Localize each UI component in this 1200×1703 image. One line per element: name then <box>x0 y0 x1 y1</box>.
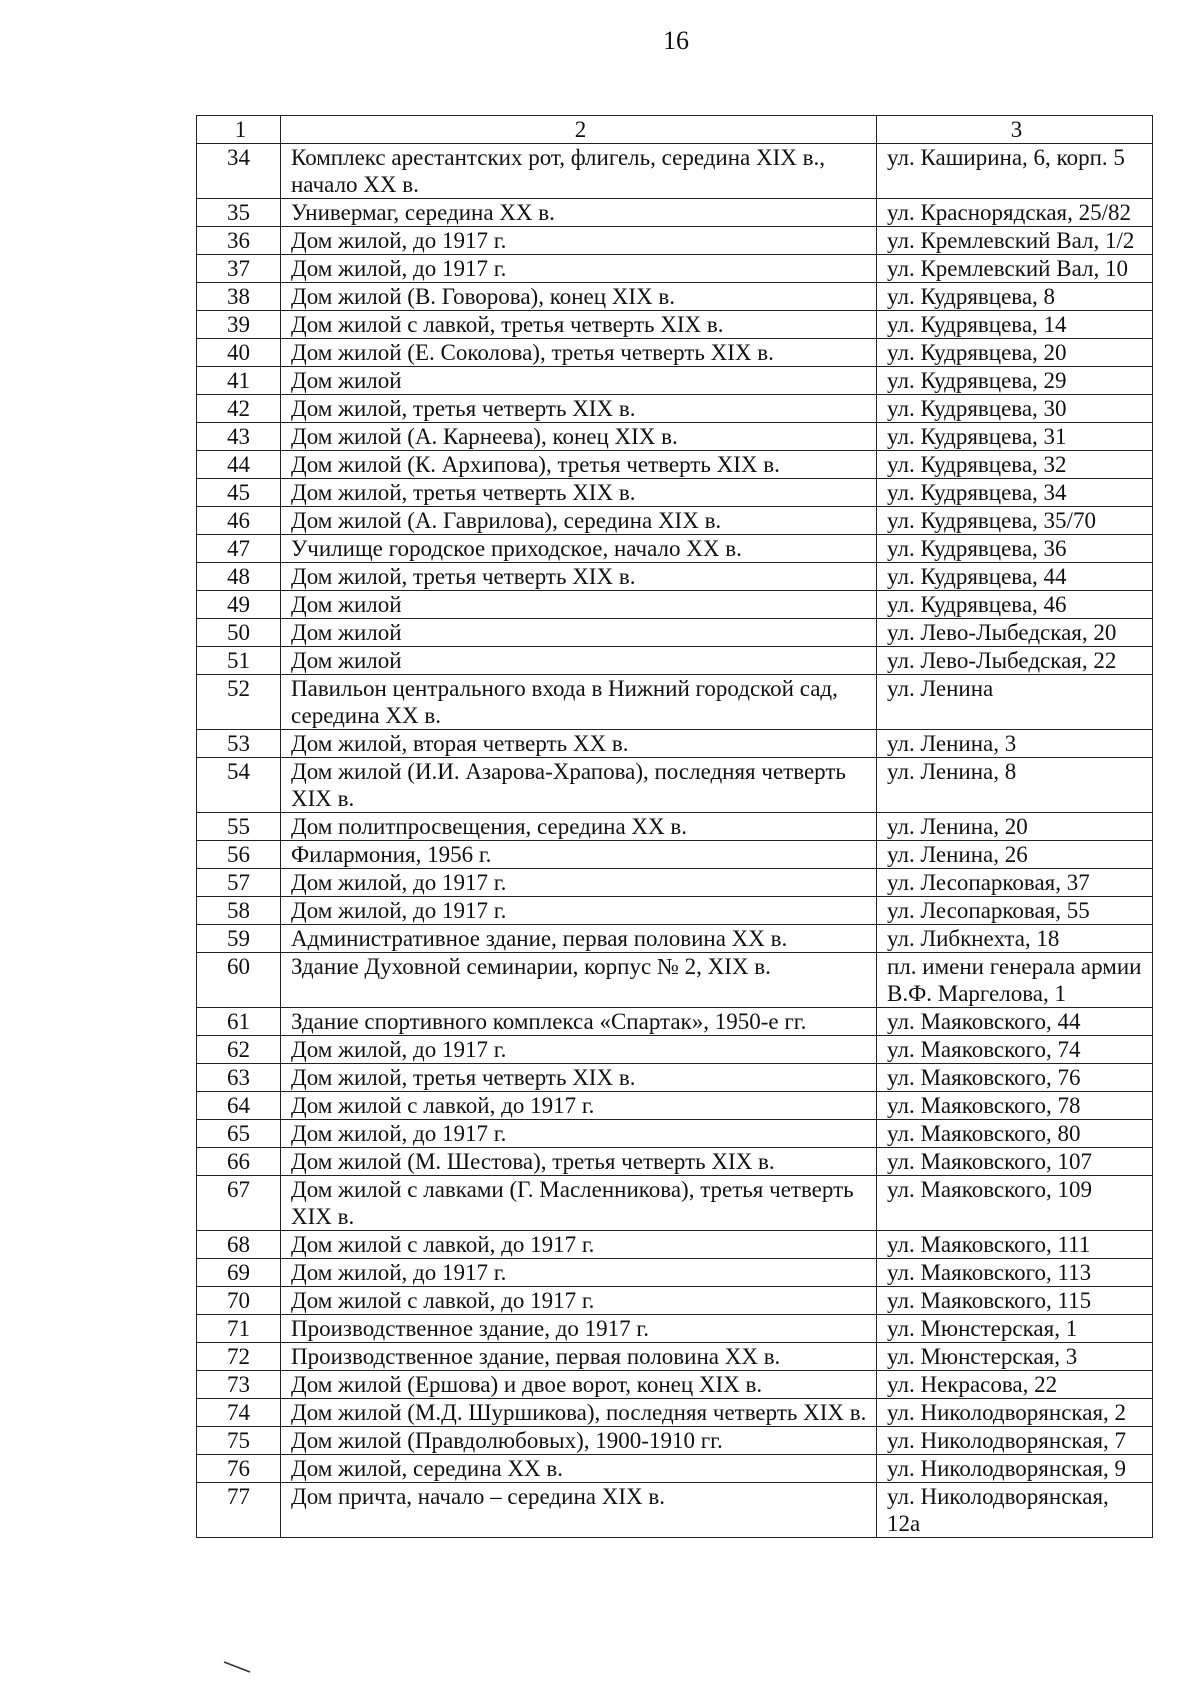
row-number: 45 <box>197 479 281 507</box>
row-name: Дом жилой (Ершова) и двое ворот, конец XIX в. <box>281 1371 877 1399</box>
row-address: ул. Кудрявцева, 8 <box>877 283 1153 311</box>
table-row <box>197 563 1153 591</box>
row-address: ул. Кудрявцева, 44 <box>877 563 1153 591</box>
table-row <box>197 869 1153 897</box>
row-name: Дом жилой с лавкой, до 1917 г. <box>281 1287 877 1315</box>
row-address: ул. Николодворянская, 2 <box>877 1399 1153 1427</box>
row-name: Здание спортивного комплекса «Спартак», 1950-е гг. <box>281 1008 877 1036</box>
row-number: 62 <box>197 1036 281 1064</box>
row-name: Дом жилой, до 1917 г. <box>281 869 877 897</box>
row-name: Дом жилой <box>281 619 877 647</box>
row-name: Комплекс арестантских рот, флигель, середина XIX в., начало XX в. <box>281 144 877 199</box>
row-number: 52 <box>197 675 281 730</box>
row-name: Дом жилой, до 1917 г. <box>281 1259 877 1287</box>
row-address: ул. Маяковского, 115 <box>877 1287 1153 1315</box>
row-address: ул. Кудрявцева, 32 <box>877 451 1153 479</box>
row-name: Дом жилой, середина XX в. <box>281 1455 877 1483</box>
table-row <box>197 730 1153 758</box>
row-name: Дом жилой (И.И. Азарова-Храпова), последняя четверть XIX в. <box>281 758 877 813</box>
row-name: Дом жилой с лавкой, до 1917 г. <box>281 1092 877 1120</box>
row-address: ул. Кудрявцева, 30 <box>877 395 1153 423</box>
row-address: ул. Кудрявцева, 36 <box>877 535 1153 563</box>
row-name: Дом жилой, третья четверть XIX в. <box>281 479 877 507</box>
row-number: 42 <box>197 395 281 423</box>
table-row <box>197 1371 1153 1399</box>
row-address: ул. Маяковского, 44 <box>877 1008 1153 1036</box>
row-number: 58 <box>197 897 281 925</box>
table-row <box>197 1343 1153 1371</box>
row-name: Дом жилой, вторая четверть XX в. <box>281 730 877 758</box>
row-name: Дом жилой, третья четверть XIX в. <box>281 563 877 591</box>
row-number: 73 <box>197 1371 281 1399</box>
row-name: Административное здание, первая половина XX в. <box>281 925 877 953</box>
row-number: 34 <box>197 144 281 199</box>
row-number: 57 <box>197 869 281 897</box>
table-row <box>197 1064 1153 1092</box>
table-row <box>197 1287 1153 1315</box>
table-row <box>197 367 1153 395</box>
row-name: Дом жилой <box>281 591 877 619</box>
row-number: 46 <box>197 507 281 535</box>
table-row <box>197 813 1153 841</box>
row-name: Дом причта, начало – середина XIX в. <box>281 1483 877 1538</box>
row-name: Училище городское приходское, начало XX в. <box>281 535 877 563</box>
header-cell-address: 3 <box>877 116 1153 144</box>
table-row <box>197 1427 1153 1455</box>
header-cell-name: 2 <box>281 116 877 144</box>
table-row <box>197 1259 1153 1287</box>
row-number: 39 <box>197 311 281 339</box>
row-address: ул. Кремлевский Вал, 10 <box>877 255 1153 283</box>
row-address: ул. Кудрявцева, 31 <box>877 423 1153 451</box>
row-number: 59 <box>197 925 281 953</box>
table-row <box>197 1399 1153 1427</box>
row-name: Универмаг, середина XX в. <box>281 199 877 227</box>
row-address: ул. Николодворянская, 9 <box>877 1455 1153 1483</box>
row-address: ул. Либкнехта, 18 <box>877 925 1153 953</box>
row-number: 38 <box>197 283 281 311</box>
table-row <box>197 395 1153 423</box>
row-name: Дом жилой, до 1917 г. <box>281 897 877 925</box>
table-row <box>197 1483 1153 1538</box>
header-cell-number: 1 <box>197 116 281 144</box>
row-number: 72 <box>197 1343 281 1371</box>
row-number: 60 <box>197 953 281 1008</box>
row-number: 76 <box>197 1455 281 1483</box>
table-row <box>197 535 1153 563</box>
row-number: 41 <box>197 367 281 395</box>
row-name: Дом политпросвещения, середина XX в. <box>281 813 877 841</box>
row-address: ул. Кудрявцева, 29 <box>877 367 1153 395</box>
row-address: ул. Маяковского, 80 <box>877 1120 1153 1148</box>
row-name: Производственное здание, первая половина XX в. <box>281 1343 877 1371</box>
row-address: ул. Ленина, 8 <box>877 758 1153 813</box>
row-address: ул. Лево-Лыбедская, 22 <box>877 647 1153 675</box>
row-number: 44 <box>197 451 281 479</box>
row-name: Дом жилой, до 1917 г. <box>281 227 877 255</box>
table-row <box>197 1148 1153 1176</box>
table-body <box>197 116 1153 1538</box>
row-number: 75 <box>197 1427 281 1455</box>
row-number: 35 <box>197 199 281 227</box>
row-address: ул. Кудрявцева, 35/70 <box>877 507 1153 535</box>
row-address: ул. Краснорядская, 25/82 <box>877 199 1153 227</box>
row-address: ул. Маяковского, 111 <box>877 1231 1153 1259</box>
row-address: ул. Каширина, 6, корп. 5 <box>877 144 1153 199</box>
table-row <box>197 311 1153 339</box>
scan-mark <box>222 1660 252 1674</box>
row-name: Производственное здание, до 1917 г. <box>281 1315 877 1343</box>
table-row <box>197 1008 1153 1036</box>
row-name: Дом жилой, до 1917 г. <box>281 255 877 283</box>
row-number: 68 <box>197 1231 281 1259</box>
row-number: 51 <box>197 647 281 675</box>
row-number: 63 <box>197 1064 281 1092</box>
table-row <box>197 675 1153 730</box>
row-name: Дом жилой (А. Карнеева), конец XIX в. <box>281 423 877 451</box>
table-row <box>197 1176 1153 1231</box>
table-row <box>197 1036 1153 1064</box>
table-row <box>197 647 1153 675</box>
row-address: ул. Кудрявцева, 46 <box>877 591 1153 619</box>
table-row <box>197 925 1153 953</box>
row-number: 55 <box>197 813 281 841</box>
row-number: 61 <box>197 1008 281 1036</box>
row-number: 49 <box>197 591 281 619</box>
table-header-row <box>197 116 1153 144</box>
table-row <box>197 1120 1153 1148</box>
row-number: 53 <box>197 730 281 758</box>
row-name: Дом жилой, третья четверть XIX в. <box>281 395 877 423</box>
row-address: ул. Кудрявцева, 34 <box>877 479 1153 507</box>
row-number: 77 <box>197 1483 281 1538</box>
row-number: 48 <box>197 563 281 591</box>
row-number: 37 <box>197 255 281 283</box>
row-name: Дом жилой (М. Шестова), третья четверть XIX в. <box>281 1148 877 1176</box>
row-address: ул. Кудрявцева, 14 <box>877 311 1153 339</box>
row-address: ул. Николодворянская, 12а <box>877 1483 1153 1538</box>
row-address: ул. Маяковского, 107 <box>877 1148 1153 1176</box>
table-row <box>197 619 1153 647</box>
row-name: Дом жилой, до 1917 г. <box>281 1120 877 1148</box>
row-address: ул. Некрасова, 22 <box>877 1371 1153 1399</box>
table-row <box>197 479 1153 507</box>
row-address: ул. Мюнстерская, 3 <box>877 1343 1153 1371</box>
monument-table <box>196 115 1153 1538</box>
table-row <box>197 1092 1153 1120</box>
row-number: 65 <box>197 1120 281 1148</box>
row-address: ул. Ленина <box>877 675 1153 730</box>
row-address: ул. Николодворянская, 7 <box>877 1427 1153 1455</box>
row-name: Дом жилой <box>281 367 877 395</box>
row-name: Дом жилой с лавкой, до 1917 г. <box>281 1231 877 1259</box>
row-number: 47 <box>197 535 281 563</box>
row-name: Дом жилой (М.Д. Шуршикова), последняя четверть XIX в. <box>281 1399 877 1427</box>
row-name: Дом жилой (Е. Соколова), третья четверть XIX в. <box>281 339 877 367</box>
row-number: 70 <box>197 1287 281 1315</box>
page-number: 16 <box>663 26 689 55</box>
table-row <box>197 144 1153 199</box>
row-name: Филармония, 1956 г. <box>281 841 877 869</box>
table-row <box>197 841 1153 869</box>
row-address: ул. Лесопарковая, 37 <box>877 869 1153 897</box>
table-row <box>197 423 1153 451</box>
table-row <box>197 255 1153 283</box>
row-address: ул. Кудрявцева, 20 <box>877 339 1153 367</box>
table-row <box>197 227 1153 255</box>
row-address: пл. имени генерала армии В.Ф. Маргелова, 1 <box>877 953 1153 1008</box>
row-address: ул. Ленина, 26 <box>877 841 1153 869</box>
table-row <box>197 451 1153 479</box>
table-row <box>197 953 1153 1008</box>
row-address: ул. Маяковского, 78 <box>877 1092 1153 1120</box>
table-row <box>197 897 1153 925</box>
row-address: ул. Маяковского, 76 <box>877 1064 1153 1092</box>
row-address: ул. Мюнстерская, 1 <box>877 1315 1153 1343</box>
row-number: 54 <box>197 758 281 813</box>
row-number: 56 <box>197 841 281 869</box>
row-address: ул. Маяковского, 113 <box>877 1259 1153 1287</box>
table-row <box>197 339 1153 367</box>
row-address: ул. Ленина, 3 <box>877 730 1153 758</box>
row-name: Дом жилой с лавкой, третья четверть XIX в. <box>281 311 877 339</box>
row-name: Дом жилой, до 1917 г. <box>281 1036 877 1064</box>
table-row <box>197 591 1153 619</box>
table-row <box>197 1231 1153 1259</box>
row-address: ул. Лесопарковая, 55 <box>877 897 1153 925</box>
row-number: 67 <box>197 1176 281 1231</box>
row-name: Дом жилой <box>281 647 877 675</box>
row-number: 66 <box>197 1148 281 1176</box>
row-number: 64 <box>197 1092 281 1120</box>
table-row <box>197 1455 1153 1483</box>
table-row <box>197 283 1153 311</box>
row-name: Дом жилой (К. Архипова), третья четверть XIX в. <box>281 451 877 479</box>
row-number: 40 <box>197 339 281 367</box>
row-number: 69 <box>197 1259 281 1287</box>
table-row <box>197 507 1153 535</box>
row-name: Дом жилой, третья четверть XIX в. <box>281 1064 877 1092</box>
row-name: Дом жилой с лавками (Г. Масленникова), третья четверть XIX в. <box>281 1176 877 1231</box>
row-name: Здание Духовной семинарии, корпус № 2, XIX в. <box>281 953 877 1008</box>
table-row <box>197 199 1153 227</box>
row-address: ул. Лево-Лыбедская, 20 <box>877 619 1153 647</box>
row-number: 43 <box>197 423 281 451</box>
table-row <box>197 1315 1153 1343</box>
row-name: Дом жилой (Правдолюбовых), 1900-1910 гг. <box>281 1427 877 1455</box>
row-number: 36 <box>197 227 281 255</box>
row-address: ул. Маяковского, 74 <box>877 1036 1153 1064</box>
row-address: ул. Кремлевский Вал, 1/2 <box>877 227 1153 255</box>
row-number: 50 <box>197 619 281 647</box>
row-address: ул. Маяковского, 109 <box>877 1176 1153 1231</box>
row-number: 74 <box>197 1399 281 1427</box>
row-name: Дом жилой (В. Говорова), конец XIX в. <box>281 283 877 311</box>
row-name: Павильон центрального входа в Нижний городской сад, середина XX в. <box>281 675 877 730</box>
row-name: Дом жилой (А. Гаврилова), середина XIX в. <box>281 507 877 535</box>
table-row <box>197 758 1153 813</box>
row-address: ул. Ленина, 20 <box>877 813 1153 841</box>
row-number: 71 <box>197 1315 281 1343</box>
